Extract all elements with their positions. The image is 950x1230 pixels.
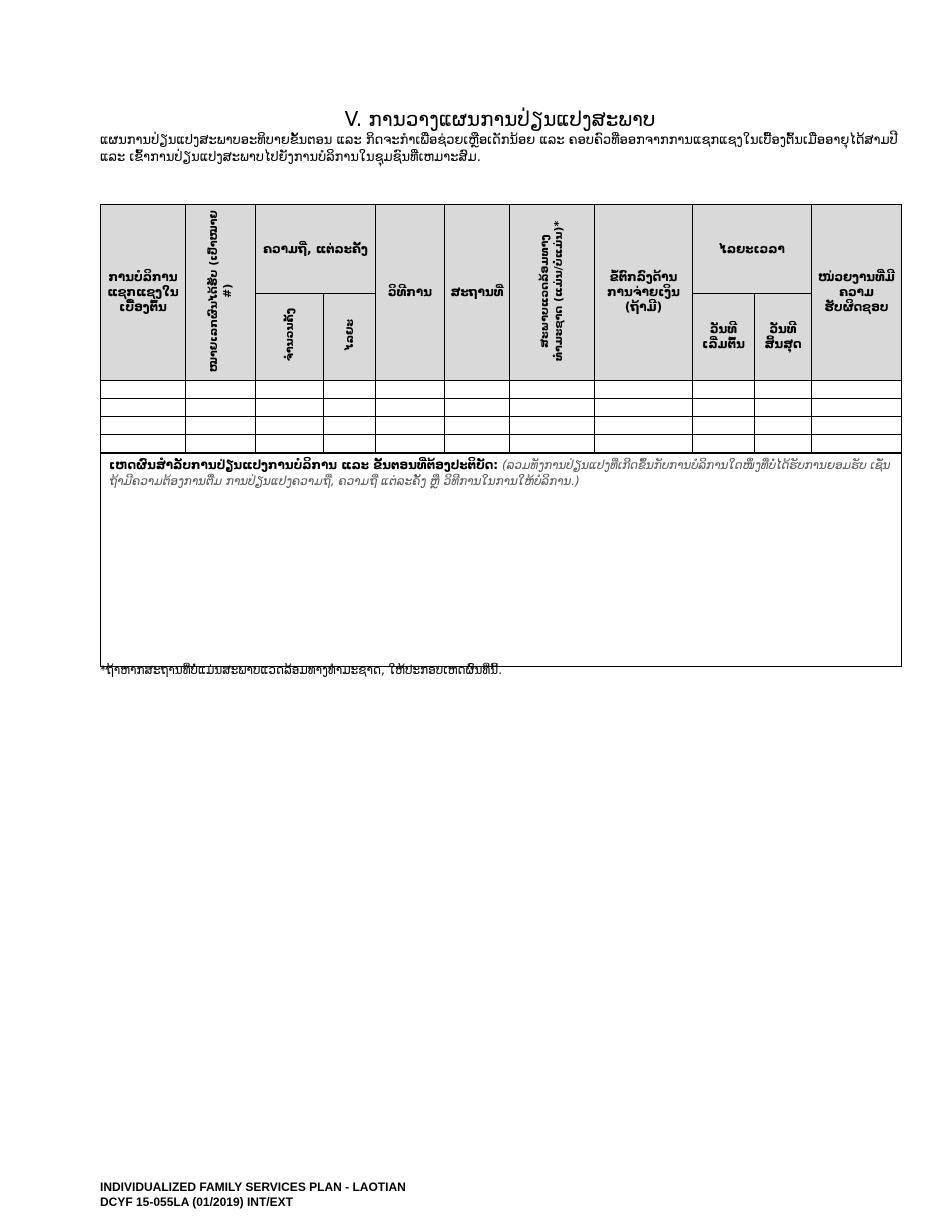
header-location: ສະຖານທີ່	[445, 205, 510, 381]
table-cell[interactable]	[755, 399, 812, 417]
form-footer	[100, 1180, 406, 1210]
table-row	[101, 381, 902, 399]
table-cell[interactable]	[595, 399, 693, 417]
table-cell[interactable]	[755, 381, 812, 399]
notes-row	[101, 453, 902, 667]
table-cell[interactable]	[510, 399, 595, 417]
header-start-date: ວັນທີເລີ່ມຕົ້ນ	[693, 294, 755, 381]
table-cell[interactable]	[186, 399, 256, 417]
table-cell[interactable]	[186, 435, 256, 454]
form-name: INDIVIDUALIZED FAMILY SERVICES PLAN - LAOTIAN	[100, 1180, 406, 1194]
table-row	[101, 399, 902, 417]
footnote: *ຖ້າຫາກສະຖານທີ່ບໍ່ແມ່ນສະພາບແວດລ້ອມທາງທຳມະຊາດ, ໃຫ້ປະກອບເຫດຜົນທີ່ນີ້.	[100, 663, 503, 677]
table-cell[interactable]	[755, 417, 812, 435]
table-cell[interactable]	[101, 399, 186, 417]
table-cell[interactable]	[376, 399, 445, 417]
header-service: ການບໍລິການແຊກແຊງໃນເບື້ອງຕົ້ນ	[101, 205, 186, 381]
table-cell[interactable]	[186, 381, 256, 399]
table-cell[interactable]	[324, 435, 376, 454]
table-row	[101, 417, 902, 435]
table-cell[interactable]	[376, 435, 445, 454]
form-number: DCYF 15-055LA (01/2019) INT/EXT	[100, 1195, 293, 1209]
header-length: ໄລຍະ	[324, 294, 376, 381]
table-cell[interactable]	[445, 381, 510, 399]
table-cell[interactable]	[324, 399, 376, 417]
table-cell[interactable]	[324, 417, 376, 435]
table-cell[interactable]	[510, 435, 595, 454]
table-cell[interactable]	[812, 417, 902, 435]
table-cell[interactable]	[256, 381, 324, 399]
table-cell[interactable]	[445, 399, 510, 417]
header-method: ວິທີການ	[376, 205, 445, 381]
table-cell[interactable]	[376, 417, 445, 435]
table-cell[interactable]	[256, 417, 324, 435]
notes-label: ເຫດຜົນສຳລັບການປ່ຽນແປງການບໍລິການ ແລະ ຂັ້ນຕອນທີ່ຕ້ອງປະຕິບັດ:	[109, 458, 499, 472]
header-frequency-group: ຄວາມຖີ່, ແຕ່ລະຄັ້ງ	[256, 205, 376, 294]
table-cell[interactable]	[693, 381, 755, 399]
header-natural-environment: ສະພາບແວດລ້ອມທາງທຳມະຊາດ (ແມ່ນ/ບໍ່ແມ່ນ)*	[510, 205, 595, 381]
table-cell[interactable]	[693, 417, 755, 435]
table-cell[interactable]	[376, 381, 445, 399]
page-title: V. ການວາງແຜນການປ່ຽນແປງສະພາບ	[344, 107, 656, 131]
table-cell[interactable]	[101, 417, 186, 435]
table-cell[interactable]	[186, 417, 256, 435]
header-payment-arrangements: ຂໍ້ຕົກລົງດ້ານການຈ່າຍເງິນ (ຖ້າມີ)	[595, 205, 693, 381]
header-outcome-number: ໝາຍເລກຜົນໄດ້ຮັບ (ເປົ້າໝາຍ #)	[186, 205, 256, 381]
notes-hint: (ລວມທັງການປ່ຽນແປງທີ່ເກີດຂຶ້ນກັບການບໍລິການໃດໜຶ່ງທີ່ບໍ່ໄດ້ຮັບການຍອມຮັບ ເຊັ່ນ ຖ້າມີຄວາມຕ້ອງການຕື່ມ ການປ່ຽນແປງຄວາມຖີ່, ຄວາມຖີ່ ແຕ່ລະຄັ້ງ ຫຼື ວິທີການໃນການໃຫ້ບໍລິການ.)	[109, 458, 891, 488]
table-cell[interactable]	[595, 381, 693, 399]
table-cell[interactable]	[812, 399, 902, 417]
header-frequency: ຈຳນວນຄັ້ງ	[256, 294, 324, 381]
table-cell[interactable]	[595, 435, 693, 454]
table-cell[interactable]	[755, 435, 812, 454]
table-cell[interactable]	[812, 435, 902, 454]
table-cell[interactable]	[101, 381, 186, 399]
table-cell[interactable]	[693, 399, 755, 417]
header-end-date: ວັນທີສິ້ນສຸດ	[755, 294, 812, 381]
table-cell[interactable]	[324, 381, 376, 399]
transition-plan-table	[100, 204, 902, 667]
table-cell[interactable]	[256, 435, 324, 454]
table-cell[interactable]	[693, 435, 755, 454]
table-cell[interactable]	[101, 435, 186, 454]
table-cell[interactable]	[595, 417, 693, 435]
intro-paragraph: ແຜນການປ່ຽນແປງສະພາບອະທິບາຍຂັ້ນຕອນ ແລະ ກິດຈະກຳເພື່ອຊ່ວຍເຫຼືອເດັກນ້ອຍ ແລະ ຄອບຄົວທີ່ອອກຈາກການແຊກແຊງໃນເບື້ອງຕົ້ນເມື່ອອາຍຸໄດ້ສາມປີ ແລະ ເຂົ້າການປ່ຽນແປງສະພາບໄປຍັງການບໍລິການໃນຊຸມຊົນທີ່ເຫມາະສົມ.	[100, 133, 898, 165]
header-timeline-group: ໄລຍະເວລາ	[693, 205, 812, 294]
table-cell[interactable]	[510, 381, 595, 399]
table-cell[interactable]	[510, 417, 595, 435]
table-cell[interactable]	[445, 435, 510, 454]
transition-notes-field[interactable]	[101, 453, 902, 667]
table-cell[interactable]	[445, 417, 510, 435]
table-row	[101, 435, 902, 454]
header-responsible-agency: ໜ່ວຍງານທີ່ມີຄວາມຮັບຜິດຊອບ	[812, 205, 902, 381]
table-cell[interactable]	[812, 381, 902, 399]
table-cell[interactable]	[256, 399, 324, 417]
